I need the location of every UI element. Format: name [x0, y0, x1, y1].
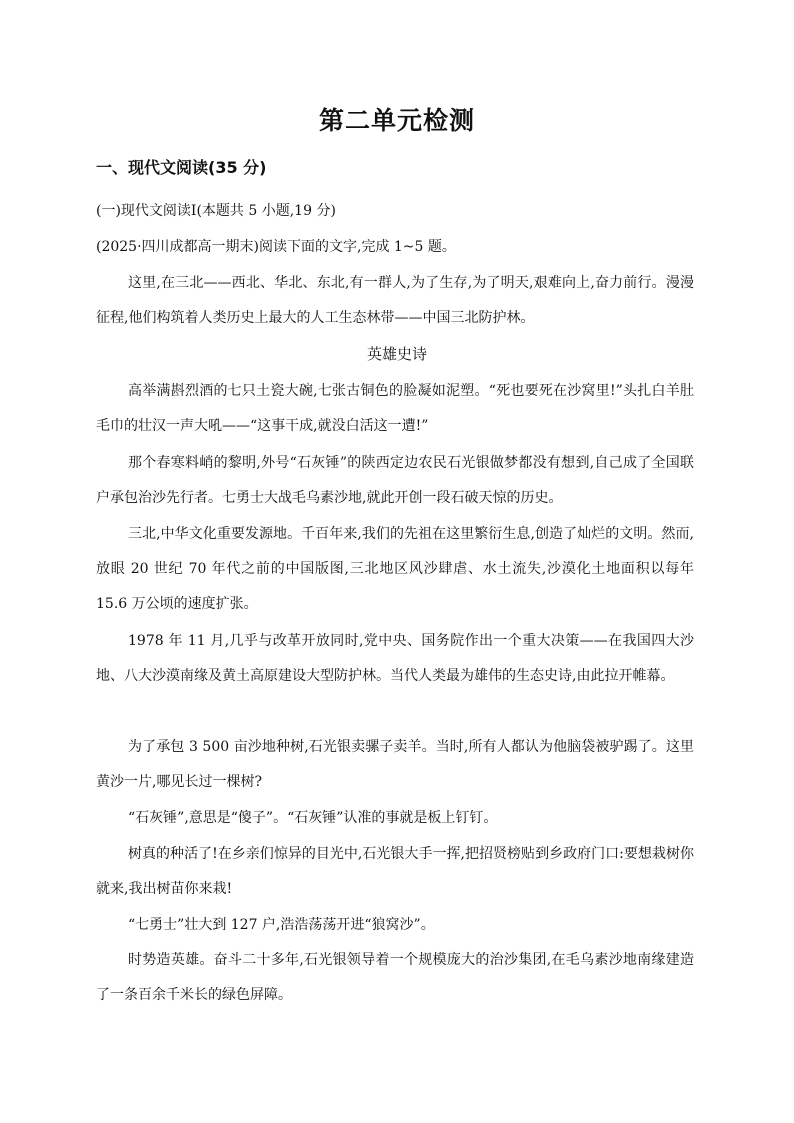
paragraph: 高举满斟烈酒的七只土瓷大碗,七张古铜色的脸凝如泥塑。“死也要死在沙窝里!”头扎白羊肚毛巾的壮汉一声大吼——“这事干成,就没白活这一遭!”	[96, 383, 694, 434]
question-group-heading: (一)现代文阅读Ⅰ(本题共 5 小题,19 分)	[96, 203, 336, 219]
section-heading: 一、现代文阅读(35 分)	[96, 158, 267, 177]
article-title: 英雄史诗	[366, 345, 427, 363]
paragraph: “七勇士”壮大到 127 户,浩浩荡荡开进“狼窝沙”。	[128, 917, 435, 933]
paragraph: 树真的种活了!在乡亲们惊异的目光中,石光银大手一挥,把招贤榜贴到乡政府门口:要想栽树你就来,我出树苗你来栽!	[96, 846, 694, 897]
paragraph: 时势造英雄。奋斗二十多年,石光银领导着一个规模庞大的治沙集团,在毛乌素沙地南缘建造了一条百余千米长的绿色屏障。	[96, 952, 694, 1003]
intro-paragraph: 这里,在三北——西北、华北、东北,有一群人,为了生存,为了明天,艰难向上,奋力前行。漫漫征程,他们构筑着人类历史上最大的人工生态林带——中国三北防护林。	[96, 275, 694, 326]
paragraph: 三北,中华文化重要发源地。千百年来,我们的先祖在这里繁衍生息,创造了灿烂的文明。然而,放眼 20 世纪 70 年代之前的中国版图,三北地区风沙肆虐、水土流失,沙漠化土地面积以每年 15.6 万公顷的速度扩张。	[96, 526, 694, 612]
paragraph: 那个春寒料峭的黎明,外号“石灰锤”的陕西定边农民石光银做梦都没有想到,自己成了全国联户承包治沙先行者。七勇士大战毛乌素沙地,就此开创一段石破天惊的历史。	[96, 455, 694, 506]
paragraph: “石灰锤”,意思是“傻子”。“石灰锤”认准的事就是板上钉钉。	[128, 810, 498, 826]
paragraph: 1978 年 11 月,几乎与改革开放同时,党中央、国务院作出一个重大决策——在我国四大沙地、八大沙漠南缘及黄土高原建设大型防护林。当代人类最为雄伟的生态史诗,由此拉开帷幕。	[96, 633, 694, 684]
page-title: 第二单元检测	[318, 106, 475, 135]
paragraph: 为了承包 3 500 亩沙地种树,石光银卖骡子卖羊。当时,所有人都认为他脑袋被驴踢了。这里黄沙一片,哪见长过一棵树?	[96, 739, 694, 790]
source-instruction: (2025·四川成都高一期末)阅读下面的文字,完成 1~5 题。	[96, 239, 456, 255]
